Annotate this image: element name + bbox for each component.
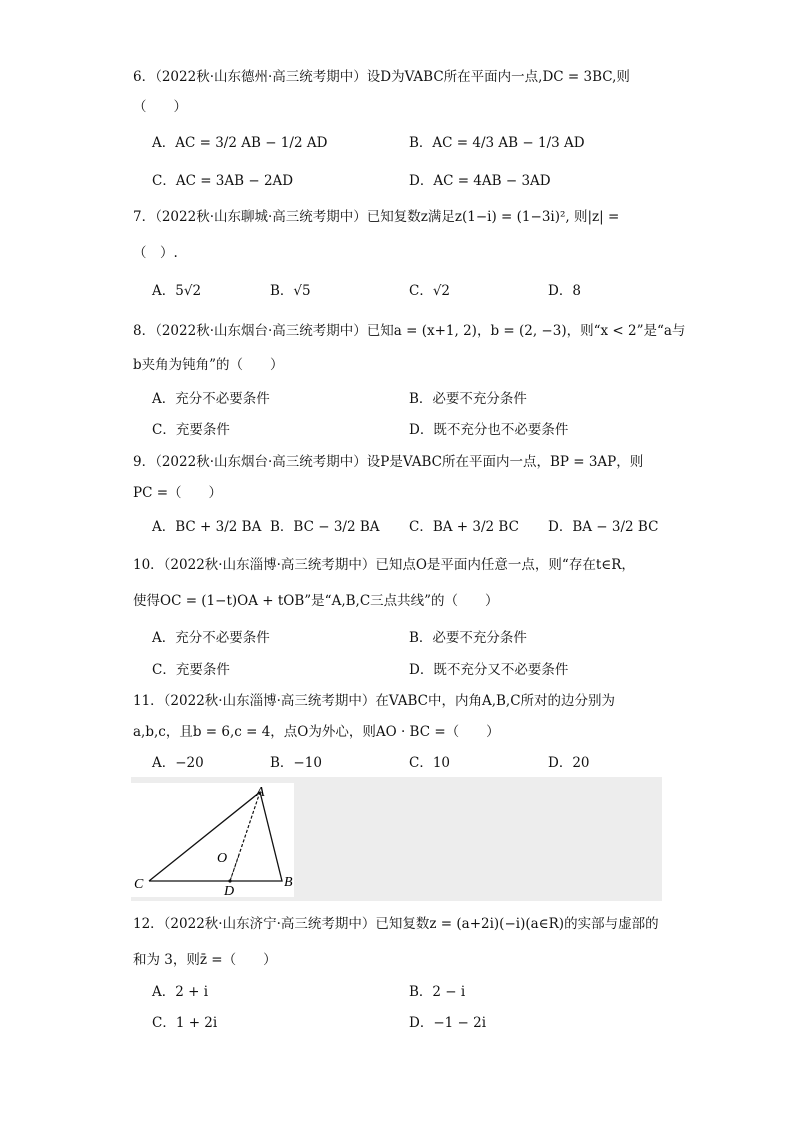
- question-12-option-a: A．2 + i: [152, 984, 209, 1000]
- question-7-option-b: B．√5: [270, 283, 311, 299]
- question-9-option-a: A．BC + 3/2 BA: [152, 519, 262, 535]
- question-9-stem-continued: PC =（ ）: [133, 485, 223, 501]
- point-d: [228, 879, 231, 882]
- question-11-option-c: C．10: [409, 755, 451, 771]
- question-8-option-a: A．充分不必要条件: [152, 391, 270, 407]
- triangle-diagram: [131, 783, 294, 897]
- label-c: C: [134, 877, 144, 892]
- question-8-stem: 8．（2022秋·山东烟台·高三统考期中）已知a = (x+1, 2)，b = (2, −3)，则“x < 2”是“a与: [133, 323, 686, 339]
- question-7-stem: 7．（2022秋·山东聊城·高三统考期中）已知复数z满足z(1−i) = (1−3i)², 则|z| =: [133, 209, 620, 225]
- question-10-option-c: C．充要条件: [152, 662, 230, 678]
- question-7-option-c: C．√2: [409, 283, 451, 299]
- question-6-option-b: B．AC = 4/3 AB − 1/3 AD: [409, 135, 585, 151]
- question-10-option-b: B．必要不充分条件: [409, 630, 527, 646]
- question-6-option-d: D．AC = 4AB − 3AD: [409, 173, 551, 189]
- question-8-stem-continued: b夹角为钝角”的（ ）: [133, 357, 284, 373]
- question-8-option-c: C．充要条件: [152, 422, 230, 438]
- question-6-paren: （ ）: [133, 99, 187, 115]
- question-10-stem-continued: 使得OC = (1−t)OA + tOB”是“A,B,C三点共线”的（ ）: [133, 593, 499, 609]
- triangle-abc: [149, 792, 282, 881]
- question-7-paren: （ ）.: [133, 245, 178, 261]
- question-12-option-d: D．−1 − 2i: [409, 1015, 487, 1031]
- question-6-option-c: C．AC = 3AB − 2AD: [152, 173, 294, 189]
- question-11-option-b: B．−10: [270, 755, 322, 771]
- question-10-option-d: D．既不充分又不必要条件: [409, 662, 569, 678]
- question-6-option-a: A．AC = 3/2 AB − 1/2 AD: [152, 135, 328, 151]
- question-12-stem-continued: 和为 3，则z̄ =（ ）: [133, 952, 277, 968]
- question-9-option-b: B．BC − 3/2 BA: [270, 519, 380, 535]
- question-11-option-d: D．20: [548, 755, 590, 771]
- question-9-option-d: D．BA − 3/2 BC: [548, 519, 659, 535]
- label-a: A: [256, 785, 265, 800]
- question-7-option-d: D．8: [548, 283, 581, 299]
- question-11-stem: 11．（2022秋·山东淄博·高三统考期中）在VABC中，内角A,B,C所对的边分别为: [133, 693, 616, 709]
- question-8-option-b: B．必要不充分条件: [409, 391, 527, 407]
- question-12-option-c: C．1 + 2i: [152, 1015, 218, 1031]
- question-10-stem: 10．（2022秋·山东淄博·高三统考期中）已知点O是平面内任意一点，则“存在t∈R，: [133, 557, 635, 573]
- question-11-option-a: A．−20: [152, 755, 204, 771]
- label-d: D: [224, 884, 235, 897]
- question-10-option-a: A．充分不必要条件: [152, 630, 270, 646]
- triangle-figure: [131, 783, 294, 897]
- question-9-stem: 9．（2022秋·山东烟台·高三统考期中）设P是VABC所在平面内一点，BP = 3AP，则: [133, 454, 644, 470]
- question-12-option-b: B．2 − i: [409, 984, 466, 1000]
- label-b: B: [284, 875, 293, 890]
- question-7-option-a: A．5√2: [152, 283, 202, 299]
- question-9-option-c: C．BA + 3/2 BC: [409, 519, 519, 535]
- segment-ao: [239, 792, 260, 855]
- question-8-option-d: D．既不充分也不必要条件: [409, 422, 569, 438]
- question-11-stem-continued: a,b,c，且b = 6,c = 4，点O为外心，则AO · BC =（ ）: [133, 724, 500, 740]
- question-6-stem: 6．（2022秋·山东德州·高三统考期中）设D为VABC所在平面内一点,DC = 3BC,则: [133, 69, 630, 85]
- label-o: O: [217, 851, 228, 866]
- question-12-stem: 12．（2022秋·山东济宁·高三统考期中）已知复数z = (a+2i)(−i)(a∈R)的实部与虚部的: [133, 916, 659, 932]
